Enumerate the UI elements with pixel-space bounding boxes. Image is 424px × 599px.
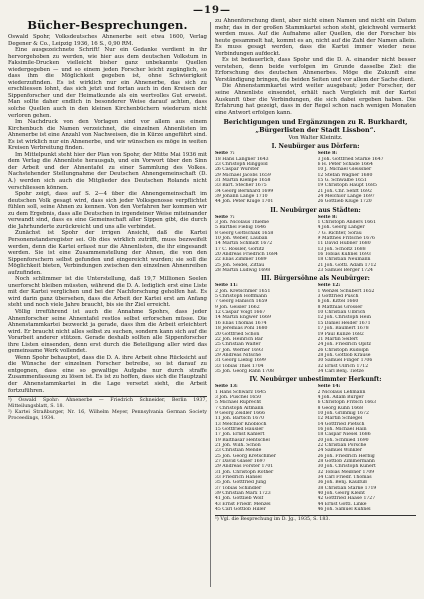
entry: 22 Christian Porsche xyxy=(317,443,367,449)
entry: 26 Christoph Rudolph xyxy=(317,347,369,353)
entry: 19 Christoph Haupt 1685 xyxy=(317,183,377,189)
entry: 39 Christian Marx 1723 xyxy=(215,491,271,497)
entry: 28 Gottlob Zimmermann xyxy=(317,459,375,465)
entry: 23 Christoph Ringgold xyxy=(215,161,268,167)
group-title: II. Neubürger aus Städten: xyxy=(270,206,361,214)
entry: 26 Joh. Friedrich Herbig xyxy=(317,453,375,459)
entry: 14 Martin Schmidt 1672 xyxy=(215,241,273,247)
entry: 13 Joh. Scholtz 1688 xyxy=(317,246,366,252)
entry: 40 Joh. Georg Kleint xyxy=(317,491,365,497)
entry: 18 Christian Neumann xyxy=(317,257,371,263)
entry: 19 Paul Kunze 1682 xyxy=(317,331,364,337)
entry: 20 Joh. Schmied 1690 xyxy=(317,437,369,443)
entry: 4 Joh. Adam Bürger xyxy=(317,394,364,400)
entry: 7 G. Richter, Sorau xyxy=(317,230,362,236)
entry: 37 Tobias Schindler xyxy=(215,485,262,491)
addenda-title: Berichtigungen und Ergänzungen zu R. Burkhardt, „Bürgerlisten der Stadt Lissbon“. xyxy=(223,118,408,134)
entry: 27 Joh. Werner 1693 xyxy=(215,347,264,353)
footnotes xyxy=(8,396,207,422)
entry: 16 Joh. Michael Hain xyxy=(317,427,367,433)
paragraph: Zunächst ist Spohr der irrigen Ansicht, daß die Kartei Personenstandsregister sei. Ob dies wirklich zutrifft, muss bezweifelt werden, denn die Kartei erfasst nur die Ahnenlisten, die ihr eingesandt werden. Sie ist eine Zusammenstellung der Ahnen, die von den Sippenforschern selbst gefunden und eingereicht wurden; sie soll die Möglichkeit bieten, Verbindungen zwischen den einzelnen Ahnenreihen aufzufinden. xyxy=(8,230,207,276)
paragraph: Im Nachdruck von den Vorlagen sind vor allem aus einem Kirchenbuch die Namen verzeichnet, die einzelnen Ahnenlisten im Ahnenerbe ist eine Anzahl von Nachweisen, die in Kürze angeführt sind. Es ist wirklich nur ein Ahnenerbe, und wir wünschen es möge in weiten Kreisen Verbreitung finden. xyxy=(8,119,207,152)
addenda-footnote: ¹) Vgl. die Besprechung im D. Jg., 1935, S. 183. xyxy=(215,515,416,523)
entry: 9 Joh. Geisler 1662 xyxy=(215,304,260,310)
entry-grid xyxy=(215,283,416,374)
entry: 8 Georg Gottschalk 1658 xyxy=(215,230,274,236)
page-ref: Seite 7: xyxy=(215,151,235,157)
entry: 12 Joh. Christoph Hein xyxy=(317,315,371,321)
entry: 10 Joh. Weber, Lauban xyxy=(215,236,268,242)
entry: 14 Martin Engwer 1669 xyxy=(215,315,271,321)
paragraph: Im Mittelpunkt steht hier der Plan von Spohr, der Mitte Mai 1936 mit dem Verlag die Ahnenliste herausgab, und ein Vorwort über den Sinn der Arbeit und der Ahnentafel zu einer Sammlung des Volkes. Nachstehender Stellungnahme der Deutschen Ahnengemeinschaft (D. A.) werden sich auch die Mitglieder des Deutschen Rolands nicht verschliessen können. xyxy=(8,151,207,191)
section-heading: Bücher-Besprechungen. xyxy=(27,18,188,32)
entry: 14 Gottfried Pietsch xyxy=(317,421,365,427)
entry: 25 Joh. Seidel, Zittau xyxy=(215,262,265,268)
entry: 26 Caspar Wurster xyxy=(215,167,260,173)
column-divider xyxy=(210,22,211,587)
entry: 1 Christoph Anders 1661 xyxy=(317,219,376,225)
entry: 32 Tobias Meißner 1709 xyxy=(317,469,375,475)
entry: 5 Michael Ruprecht xyxy=(215,400,262,406)
entry: 21 Martin Seifert xyxy=(317,336,358,342)
page-ref: Seite 8: xyxy=(317,214,338,220)
entry: 21 Joh. Wilh. Schön xyxy=(215,443,261,449)
addenda-lists xyxy=(215,143,416,512)
entry: 7 Georg Hanisch 1659 xyxy=(215,299,268,305)
entry: 4 Joh. Georg Langer xyxy=(317,225,365,231)
paragraph: zu Ahnenforschung dient, aber nicht einen Namen und nicht ein Datum mehr, das in der großen Stammkartei schon steht, gleichwohl vermerkt werden muss. Auf die Aufnahme aller Quellen, die der Forscher bis heute gesammelt hat, kommt es an, nicht auf die Zahl der Namen allein. Es muss gesagt werden, dass die Kartei immer wieder neue Verbindungen aufdeckt. xyxy=(215,18,416,57)
entry: 16 Elias Thomas 1674 xyxy=(215,320,267,326)
entry: 17 C. Rössler, Görlitz xyxy=(215,246,265,252)
entry: 42 Gottfried Haase 1727 xyxy=(317,496,376,502)
page-ref: Seite 14: xyxy=(317,384,341,390)
entry: 13 Melchior Knobloch xyxy=(215,421,267,427)
entry: 7 Christoph Altmann xyxy=(215,405,264,411)
footnote: ²) Kartei Straßburger, Nr. 16, Wilhelm Meyer, Pennsylvania German Society Proceedings, 1934. xyxy=(8,409,207,421)
entry: 28 Joh. Gottlob Krause xyxy=(317,352,371,358)
group-title: III. Bürgersöhne als Neubürger: xyxy=(261,275,370,283)
entry: 3 Gottfried Pusch xyxy=(317,294,359,300)
entry: 1 Wenzel Schubert 1652 xyxy=(317,288,375,294)
entry: 22 Elias Zimmer 1689 xyxy=(215,257,267,263)
group-title: IV. Neubürger unbestimmter Herkunft: xyxy=(249,376,382,384)
group-title: I. Neubürger aus Dörfern: xyxy=(271,143,360,151)
entry: 33 Tobias Thiel 1704 xyxy=(215,363,264,369)
entry: 3 Joh. Püschel 1650 xyxy=(215,394,262,400)
entry: 2 Nicolaus Lehmann xyxy=(317,389,366,395)
entry: 22 Joh. Heinrich Bär xyxy=(215,336,263,342)
entry: 18 Jeremias Pohl 1680 xyxy=(215,326,268,332)
entry: 15 Gottfried Häusler xyxy=(215,427,264,433)
entry-column xyxy=(318,151,417,204)
entry: 35 Joh. Gottfried Jung xyxy=(215,480,267,486)
entry: 29 Michael Jacobs 1659 xyxy=(215,172,271,178)
entry-grid xyxy=(215,151,416,204)
entry: 12 Martin Schlegel xyxy=(317,416,363,422)
entry: 12 Stefan Wagner 1680 xyxy=(317,172,373,178)
entry: 5 Christoph Hoffmann xyxy=(215,294,267,300)
entry: 15 G. Schwalbe 1651 xyxy=(317,177,367,183)
entry: 29 Andreas Förster 1701 xyxy=(215,464,274,470)
entry: 29 Andreas Nitsche xyxy=(215,352,261,358)
entry: 30 Joh. Christoph Kunert xyxy=(317,464,376,470)
review-text xyxy=(8,34,207,394)
entry: 45 Carl Gottlob Hiller xyxy=(215,507,266,513)
entry: 35 Joh. Georg Rahn 1708 xyxy=(215,368,274,374)
entry: 16 Tobias Kühnel 1693 xyxy=(317,252,371,258)
entry: 8 Georg Kühn 1668 xyxy=(317,405,363,411)
entry: 18 Hans Langner 1643 xyxy=(215,156,269,162)
entry: 44 Joh. Peter Kluge 1701 xyxy=(215,199,274,205)
entry: 3 Joh. Nicolaus Thieme xyxy=(215,219,269,225)
entry: 3 Joh. Gottfried Starke 1647 xyxy=(317,156,384,162)
entry: 15 Daniel Heider 1671 xyxy=(317,320,371,326)
paragraph: Eine ausgezeichnete Schrift! Nur ein Gedanke verdient in ihr hervorgehoben zu werden, wie hier aus dem deutschen Volkstum in Faksimile-Drucken vielleicht bisher ganz unbekannte Quellen wiedergegeben — und so einem jeden Forscher leicht zugänglich, so dass ihm die Möglichkeit gegeben ist, ohne Schwierigkeit wiederzufinden. Es ist wirklich nur ein Ahnenerbe, das sich zu erschliessen lohnt, das sich jetzt und fortan auch in den Kreisen der Sippenforscher und der Heimatkunde als ein wertvolles Gut erweist. Man sollte daher endlich in besonderer Weise darauf achten, dass solche Quellen auch in den kleinen Kirchenbüchern wiederum nicht verloren gehen. xyxy=(8,47,207,119)
entry: 5 Barthel Fiebig 1646 xyxy=(215,225,267,231)
paragraph: Noch schlimmer ist die Unterstellung, daß 19,7 Millionen Seelen unerforscht bleiben müssten, während die D. A. lediglich erst eine Liste mit der Kartei verglichen und bei der Nachforschung geholfen hat. Es wird darin ganz übersehen, dass die Arbeit der Kartei erst am Anfang steht und noch viele Jahre braucht, bis sie ihr Ziel erreicht. xyxy=(8,276,207,309)
entry: 10 Christian Ulbrich xyxy=(317,310,366,316)
footnote: ¹) Oswald Spohr: Ahnenerbe — Friedrich Schneider, Berlin 1937, Mitteilungsblatt, S. 18. xyxy=(8,398,207,409)
entry: 34 Carl Benj. Tietze xyxy=(317,368,364,374)
entry: 17 Joh. Ernst Kahlert xyxy=(215,432,265,438)
entry: 28 Martin Ludwig 1698 xyxy=(215,268,271,274)
entry-column xyxy=(318,283,417,374)
entry: 10 Joh. Grimmig 1672 xyxy=(317,410,369,416)
entry: 12 Caspar Voigt 1667 xyxy=(215,310,266,316)
entry: 24 Joh. Friedrich Opitz xyxy=(317,342,371,348)
entry: 6 H. Peter Schade 1664 xyxy=(317,161,373,167)
entry: 33 Friedrich Hänsel xyxy=(215,475,262,481)
entry: 31 Georg Liebig 1699 xyxy=(215,358,266,364)
entry: 21 Joh. Gottl. Adam 1712 xyxy=(317,262,377,268)
paragraph: Oswald Spohr, Volksdeutsches Ahnenerbe seit etwa 1600, Verlag Degener & Co., Leipzig 1936, 16 S., 0,90 RM. xyxy=(8,34,207,47)
entry: 11 David Hübner 1680 xyxy=(317,241,371,247)
entry: 36 Joh. Benj. Kaulfuß xyxy=(317,480,368,486)
paragraph: Wenn Spohr behauptet, dass die D. A. ihre Arbeit ohne Rücksicht auf die Wünsche der einzelnen Forscher betreibe, so ist darauf zu entgegnen, dass eine so gewaltige Aufgabe nur durch straffe Zusammenfassung zu lösen ist. Es ist zu hoffen, dass sich die Hauptzahl der Ahnenstammkartei in die Lage versetzt sieht, die Arbeit fortzuführen. xyxy=(8,354,207,394)
entry: 11 Joh. Bartsch 1670 xyxy=(215,416,264,422)
review-continuation xyxy=(215,18,416,116)
page-ref: Seite 11: xyxy=(215,283,238,289)
paragraph: Spohr zeigt, dass auf S. 2—4 über die Ahnengemeinschaft im deutschen Volk gesagt wird, dass sich jeder Volksgenosse verpflichtet fühlen soll, seine Ahnen zu kennen. Von den Vorfahren her kommen wir zu dem Ergebnis, dass alle Deutschen in irgendeiner Weise miteinander verwandt sind, dass es eine Gemeinschaft aller Sippen gibt, die durch die Jahrhunderte zurückreicht und uns alle verbindet. xyxy=(8,191,207,230)
entry: 9 Matthes Fritsche 1676 xyxy=(317,236,375,242)
paragraph: Es ist bedauerlich, dass Spohr und die D. A. einander nicht besser verstehen, denn beide verfolgen im Grunde dasselbe Ziel: die Erforschung des deutschen Ahnenerbes. Möge die Zukunft eine Verständigung bringen, die beiden Seiten und vor allem der Sache dient. xyxy=(215,57,416,83)
entry-column xyxy=(215,384,314,512)
entry: 23 Samuel Berger 1724 xyxy=(317,268,373,274)
entry: 8 Matthias Grosser xyxy=(317,304,363,310)
entry: 39 Johann Lange 1710 xyxy=(215,193,268,199)
entry: 26 Gottlieb Kluge 1720 xyxy=(317,199,372,205)
page-number: —19— xyxy=(193,5,231,16)
entry: 9 Georg Zeidler 1666 xyxy=(215,410,265,416)
entry: 23 Christian Mende xyxy=(215,448,262,454)
entry: 24 Samuel Winkler xyxy=(317,448,362,454)
entry: 31 Martin Klempe 1658 xyxy=(215,177,271,183)
entry: 44 Ernst Gottl. Linke xyxy=(317,501,367,507)
entry-grid xyxy=(215,215,416,274)
entry: 17 Joh. Baumert 1678 xyxy=(317,326,369,332)
entry-column xyxy=(215,151,314,204)
page-ref: Seite 7: xyxy=(215,214,235,220)
entry: 38 Christian Starke 1719 xyxy=(317,485,377,491)
entry-column xyxy=(318,215,417,274)
entry: 41 Joh. Gottlieb Wolf xyxy=(215,496,264,502)
paragraph: Die Ahnenstammkartei wird weiter ausgebaut; jeder Forscher, der seine Ahnenliste einsendet, erhält nach Vergleich mit der Kartei Auskunft über die Verbindungen, die sich dabei ergeben haben. Die Erfahrung hat gezeigt, dass in der Regel schon nach wenigen Monaten eine Antwort erfolgen kann. xyxy=(215,83,416,116)
entry-column xyxy=(318,384,417,512)
entry: 30 Samuel Finger 1706 xyxy=(317,358,373,364)
entry: 20 Gottfried Schön xyxy=(215,331,260,337)
entry: 2 Joh. Kretschmer 1651 xyxy=(215,288,271,294)
left-column xyxy=(8,18,207,588)
entry: 25 Joh. Georg Kretschmer xyxy=(215,453,276,459)
entry: 1 Hans Schwarz 1645 xyxy=(215,389,267,395)
entry: 24 Melchior Lange 1697 xyxy=(317,193,375,199)
entry: 27 David Glaser 1697 xyxy=(215,459,266,465)
entry: 43 Ernst Friedr. Menzel xyxy=(215,501,271,507)
entry: 21 Joh. Chr. Senft 1692 xyxy=(317,188,372,194)
entry: 6 Christoph Fritsch 1663 xyxy=(317,400,377,406)
addenda-byline: Von Walter Kleinitz. xyxy=(288,135,343,142)
page-ref: Seite 8: xyxy=(317,151,338,157)
entry: 6 Joh. Kittel 1660 xyxy=(317,299,359,305)
entry-column xyxy=(215,283,314,374)
page-ref: Seite 12: xyxy=(317,283,341,289)
entry: 25 Christian Walter xyxy=(215,342,261,348)
page-ref: Seite 13: xyxy=(215,384,238,390)
entry: 32 Ernst Ullrich 1712 xyxy=(317,363,369,369)
entry: 33 Bart. Stecher 1675 xyxy=(215,183,267,189)
entry: 20 Andreas Friedrich 1684 xyxy=(215,252,278,258)
right-column xyxy=(215,18,416,588)
entry: 18 Caspar Niesel 1686 xyxy=(317,432,371,438)
entry-column xyxy=(215,215,314,274)
entry: 19 Balthasar Hentschel xyxy=(215,437,270,443)
entry: 34 Georg Bernhard 1699 xyxy=(215,188,274,194)
entry: 31 Joh. Christoph Rother xyxy=(215,469,274,475)
paragraph: Völlig irreführend ist auch die Annahme Spohrs, dass jeder Ahnenforscher seine Ahnentafel restlos selbst erforschen müsse. Die Ahnenstammkartei bezweckt ja gerade, dass ihm die Arbeit erleichtert wird. Er braucht nicht alles selbst zu suchen, sondern kann sich auf die Vorarbeit anderer stützen. Gerade deshalb sollten alle Sippenforscher ihre Listen einsenden, denn erst durch die Beteiligung aller wird das gemeinsame Werk vollendet. xyxy=(8,308,207,355)
entry-grid xyxy=(215,384,416,512)
entry: 34 Carl Friedr. Thomas xyxy=(317,475,372,481)
entry: 10 J. Michael Gleissner xyxy=(317,167,372,173)
entry: 46 Joh. Samuel Kühnel xyxy=(317,507,371,513)
